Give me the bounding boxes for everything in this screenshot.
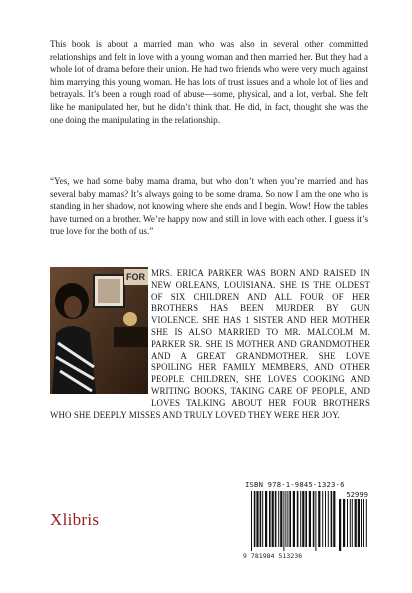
author-bio-text: MRS. ERICA PARKER WAS BORN AND RAISED IN NEW ORLEANS, LOUISIANA. SHE IS THE OLDEST OF SIX CHILDREN AND ALL FOUR OF HER BROTHERS HAS BEEN MURDER BY GUN VIOLENCE. SHE HAS 1 SISTER AND HER MOTHER SHE IS ALSO MARRIED TO MR. MALCOLM M. PARKER SR. SHE IS MOTHER AND GRANDMOTHER AND A GREAT GRANDMOTHER. SHE LOVE SPOILING HER FAMILY MEMBERS, AND OTHER PEOPLE CHILDREN, SHE LOVES COOKING AND WRITING BOOKS, TAKING CARE OF PEOPLE, AND LOVES TALKING ABOUT HER FOUR BROTHERS WHO SHE DEEPLY MISSES AND TRULY LOVED THEY WERE HER JOY. [50,268,370,420]
barcode-stripe [322,491,323,547]
barcode-stripe [269,491,271,547]
barcode-stripe [318,491,320,547]
barcode-stripe [315,491,316,551]
barcode-stripe [285,491,286,547]
barcode-stripe [256,491,258,547]
barcode-stripe [275,491,277,547]
barcode-stripe [302,491,304,547]
barcode-stripe [287,491,288,547]
barcode-stripe [309,491,311,547]
barcode-stripe [358,499,360,547]
barcode-stripe [313,491,315,547]
barcode-stripe [254,491,256,547]
barcode-stripe [328,491,329,547]
photo-sign-text: FOR [126,272,145,282]
barcode-stripe [331,491,333,547]
author-bio [50,268,370,421]
isbn-label: ISBN 978-1-9845-1323-6 [245,480,345,489]
author-quote: “Yes, we had some baby mama drama, but who don’t when you’re married and has several baby mamas? It’s always going to be some drama. So now I am the one who is standing in her shadow, not knowing where she ends and I begin. Wow! How the tables have turned on a brother. We’re happy now and still in love with each other. I guess it’s true love for the both of us.” [50,176,368,237]
barcode-stripe [333,491,335,547]
barcode-addon-bars [339,499,369,551]
barcode-stripe [325,491,326,547]
barcode-stripe [293,491,295,547]
barcode-stripe [278,491,279,547]
barcode-stripe [366,499,367,547]
barcode-stripe [283,491,284,551]
barcode-stripe [251,491,252,551]
barcode-stripe [355,499,357,547]
publisher-logo: Xlibris [50,510,100,529]
barcode-stripe [300,491,301,547]
barcode-stripe [272,491,274,547]
price-code: 52999 [346,490,368,499]
barcode-stripe [260,491,262,547]
barcode-main-bars [251,491,337,551]
barcode-stripe [265,491,267,547]
barcode-stripe [280,491,282,547]
barcode-stripe [297,491,299,547]
barcode-stripe [305,491,307,547]
barcode-stripe [289,491,291,547]
barcode-stripe [262,491,263,547]
barcode-stripe [339,499,341,551]
barcode-stripe [350,499,351,547]
barcode-stripe [361,499,362,547]
isbn-barcode [243,480,370,562]
barcode-stripe [352,499,353,547]
barcode-stripe [347,499,348,547]
barcode-stripe [343,499,345,547]
barcode-stripe [363,499,364,547]
back-cover-blurb: This book is about a married man who was also in several other committed relationships and felt in love with a young woman and then married her. But they had a whole lot of drama before their union. He had two friends who were very much against him marrying this young woman. He has lots of trust issues and a whole lot of lies and betrayals. It’s been a rough road of abuse—some, physical, and a lot, verbal. She felt like he manipulated her, but he didn’t think that. He did, in fact, thought she was the one doing the manipulating in the relationship. [50,39,368,125]
barcode-digits: 9 781984 513236 [243,552,303,560]
